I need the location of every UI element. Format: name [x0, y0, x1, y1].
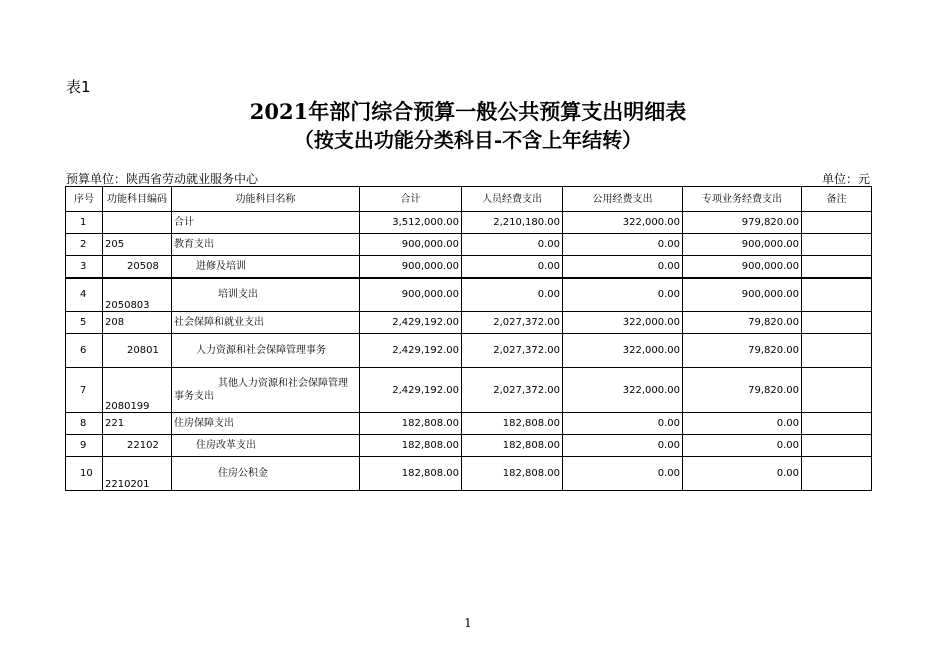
cell-seq: 5: [66, 312, 103, 334]
cell-name: 住房公积金: [172, 457, 360, 491]
cell-seq: 2: [66, 234, 103, 256]
header-code: 功能科目编码: [103, 187, 172, 212]
cell-name: 合计: [172, 212, 360, 234]
cell-total: 900,000.00: [360, 278, 462, 312]
header-seq: 序号: [66, 187, 103, 212]
cell-name: 社会保障和就业支出: [172, 312, 360, 334]
cell-remark: [802, 278, 872, 312]
cell-name: 人力资源和社会保障管理事务: [172, 334, 360, 368]
table-row: [66, 334, 872, 368]
cell-remark: [802, 234, 872, 256]
cell-name: 住房保障支出: [172, 413, 360, 435]
cell-public: 0.00: [563, 457, 683, 491]
table-row: [66, 234, 872, 256]
header-remark: 备注: [802, 187, 872, 212]
cell-total: 2,429,192.00: [360, 334, 462, 368]
cell-public: 0.00: [563, 234, 683, 256]
cell-total: 182,808.00: [360, 435, 462, 457]
cell-seq: 6: [66, 334, 103, 368]
cell-name: 其他人力资源和社会保障管理事务支出: [172, 368, 360, 413]
table-row: [66, 457, 872, 491]
table-row: [66, 256, 872, 278]
cell-total: 3,512,000.00: [360, 212, 462, 234]
cell-special: 0.00: [683, 457, 802, 491]
cell-remark: [802, 457, 872, 491]
cell-special: 979,820.00: [683, 212, 802, 234]
cell-remark: [802, 212, 872, 234]
cell-code: 205: [103, 234, 172, 256]
header-total: 合计: [360, 187, 462, 212]
cell-public: 0.00: [563, 435, 683, 457]
cell-special: 79,820.00: [683, 312, 802, 334]
cell-seq: 10: [66, 457, 103, 491]
cell-public: 0.00: [563, 278, 683, 312]
cell-special: 900,000.00: [683, 234, 802, 256]
cell-seq: 9: [66, 435, 103, 457]
cell-public: 322,000.00: [563, 334, 683, 368]
header-personnel: 人员经费支出: [462, 187, 563, 212]
cell-public: 322,000.00: [563, 212, 683, 234]
table-row: [66, 278, 872, 312]
cell-total: 182,808.00: [360, 413, 462, 435]
cell-name: 教育支出: [172, 234, 360, 256]
page-number: 1: [464, 616, 472, 630]
cell-seq: 7: [66, 368, 103, 413]
cell-remark: [802, 435, 872, 457]
cell-name: 进修及培训: [172, 256, 360, 278]
cell-seq: 3: [66, 256, 103, 278]
cell-personnel: 0.00: [462, 234, 563, 256]
cell-code: 2080199: [103, 368, 172, 413]
budget-unit: 预算单位：陕西省劳动就业服务中心: [66, 172, 259, 186]
cell-total: 900,000.00: [360, 234, 462, 256]
cell-personnel: 2,210,180.00: [462, 212, 563, 234]
cell-special: 900,000.00: [683, 256, 802, 278]
cell-total: 2,429,192.00: [360, 312, 462, 334]
cell-seq: 4: [66, 278, 103, 312]
cell-personnel: 0.00: [462, 256, 563, 278]
cell-code: 20508: [103, 256, 172, 278]
header-public: 公用经费支出: [563, 187, 683, 212]
cell-code: 22102: [103, 435, 172, 457]
table-row: [66, 413, 872, 435]
cell-remark: [802, 312, 872, 334]
cell-total: 900,000.00: [360, 256, 462, 278]
cell-code: 2210201: [103, 457, 172, 491]
cell-personnel: 2,027,372.00: [462, 334, 563, 368]
cell-personnel: 182,808.00: [462, 457, 563, 491]
cell-total: 182,808.00: [360, 457, 462, 491]
cell-personnel: 182,808.00: [462, 413, 563, 435]
table-row: [66, 312, 872, 334]
document-title: 2021年部门综合预算一般公共预算支出明细表: [249, 99, 687, 124]
cell-code: 2050803: [103, 278, 172, 312]
table-row: [66, 368, 872, 413]
cell-special: 79,820.00: [683, 334, 802, 368]
cell-personnel: 0.00: [462, 278, 563, 312]
cell-code: [103, 212, 172, 234]
cell-public: 0.00: [563, 413, 683, 435]
cell-code: 208: [103, 312, 172, 334]
cell-personnel: 182,808.00: [462, 435, 563, 457]
table-header-row: [66, 187, 872, 212]
cell-code: 20801: [103, 334, 172, 368]
cell-remark: [802, 256, 872, 278]
table-row: [66, 435, 872, 457]
cell-remark: [802, 413, 872, 435]
cell-public: 0.00: [563, 256, 683, 278]
cell-personnel: 2,027,372.00: [462, 312, 563, 334]
cell-remark: [802, 334, 872, 368]
cell-code: 221: [103, 413, 172, 435]
cell-special: 900,000.00: [683, 278, 802, 312]
cell-personnel: 2,027,372.00: [462, 368, 563, 413]
cell-name: 住房改革支出: [172, 435, 360, 457]
table-number: 表1: [66, 78, 91, 96]
cell-public: 322,000.00: [563, 312, 683, 334]
cell-public: 322,000.00: [563, 368, 683, 413]
cell-total: 2,429,192.00: [360, 368, 462, 413]
document-subtitle: （按支出功能分类科目-不含上年结转）: [293, 128, 643, 152]
budget-table: [65, 186, 872, 491]
header-special: 专项业务经费支出: [683, 187, 802, 212]
cell-special: 79,820.00: [683, 368, 802, 413]
cell-seq: 8: [66, 413, 103, 435]
currency-unit: 单位：元: [821, 172, 870, 186]
cell-special: 0.00: [683, 435, 802, 457]
header-name: 功能科目名称: [172, 187, 360, 212]
cell-seq: 1: [66, 212, 103, 234]
cell-remark: [802, 368, 872, 413]
cell-name: 培训支出: [172, 278, 360, 312]
table-row: [66, 212, 872, 234]
cell-special: 0.00: [683, 413, 802, 435]
